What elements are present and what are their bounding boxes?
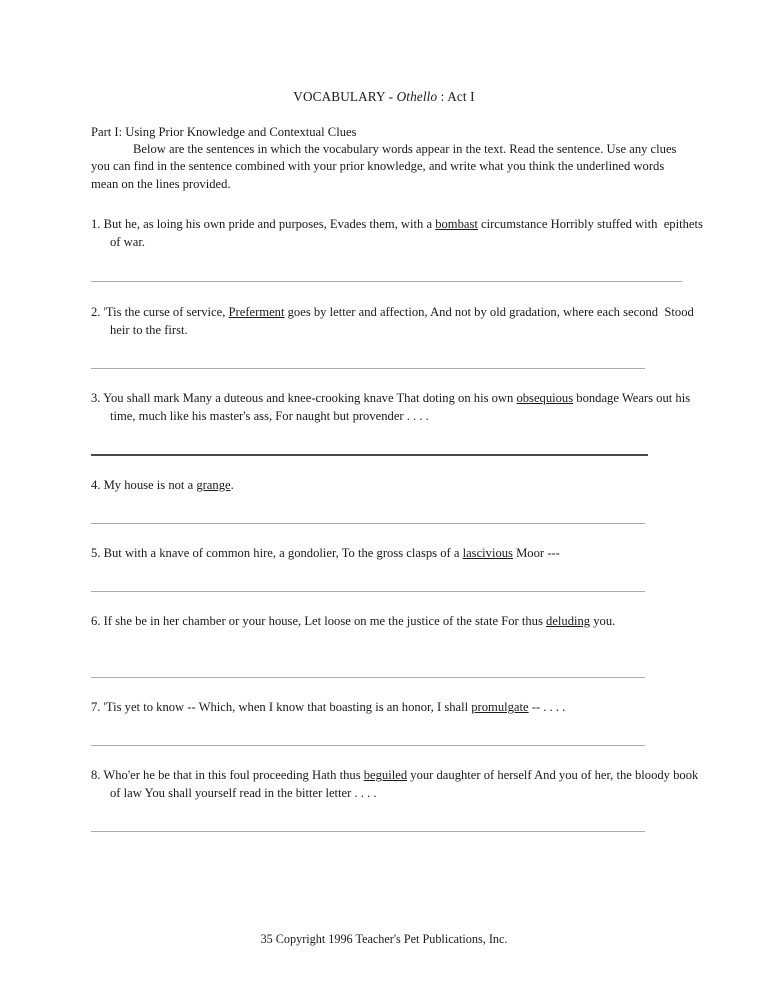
vocabulary-word-obsequious: obsequious [516, 391, 574, 405]
question-text-after: . [230, 478, 234, 492]
answer-line-2[interactable] [91, 368, 645, 369]
question-number: 8. [91, 768, 101, 782]
page-title-work: Othello [396, 89, 438, 104]
question-text-after: Moor --- [512, 546, 560, 560]
vocabulary-word-bombast: bombast [435, 217, 478, 231]
question-text-before: But he, as loing his own pride and purposes, Evades them, with a [100, 217, 436, 231]
answer-line-1[interactable] [91, 281, 682, 282]
instructions-block [91, 124, 683, 193]
question-text-before: 'Tis the curse of service, [100, 305, 229, 319]
question-item-6 [91, 613, 710, 631]
question-text-after: circumstance Horribly stuffed with epithets of war. [110, 217, 707, 249]
vocabulary-word-preferment: Preferment [228, 305, 285, 319]
answer-line-8[interactable] [91, 831, 645, 832]
question-number: 2. [91, 305, 101, 319]
question-text-before: If she be in her chamber or your house, Let loose on me the justice of the state For thus [100, 614, 547, 628]
page-title-suffix: : Act I [437, 89, 475, 104]
question-text-before: Who'er he be that in this foul proceeding Hath thus [100, 768, 364, 782]
answer-line-6[interactable] [91, 677, 645, 678]
question-text-after: -- . . . . [528, 700, 566, 714]
vocabulary-word-grange: grange [196, 478, 231, 492]
question-text-after: bondage Wears out his time, much like his master's ass, For naught but provender . . . . [110, 391, 694, 423]
question-item-3 [91, 390, 710, 425]
question-item-8 [91, 767, 710, 802]
question-text-after: your daughter of herself And you of her, the bloody book of law You shall yourself read in the bitter letter . . . . [110, 768, 702, 800]
answer-line-5[interactable] [91, 591, 645, 592]
question-item-1 [91, 216, 710, 251]
vocabulary-word-beguiled: beguiled [363, 768, 408, 782]
question-text-after: you. [590, 614, 616, 628]
vocabulary-word-deluding: deluding [546, 614, 591, 628]
answer-line-4[interactable] [91, 523, 645, 524]
question-text-before: But with a knave of common hire, a gondolier, To the gross clasps of a [100, 546, 463, 560]
question-item-7 [91, 699, 710, 717]
question-number: 1. [91, 217, 101, 231]
question-text-after: goes by letter and affection, And not by old gradation, where each second Stood heir to the first. [110, 305, 697, 337]
vocabulary-word-promulgate: promulgate [471, 700, 529, 714]
question-text-before: You shall mark Many a duteous and knee-crooking knave That doting on his own [100, 391, 517, 405]
question-number: 7. [91, 700, 101, 714]
question-text-before: My house is not a [100, 478, 197, 492]
question-text-before: 'Tis yet to know -- Which, when I know that boasting is an honor, I shall [100, 700, 472, 714]
part-heading: Part I: Using Prior Knowledge and Contextual Clues [91, 125, 357, 139]
question-number: 4. [91, 478, 101, 492]
question-number: 5. [91, 546, 101, 560]
question-item-2 [91, 304, 710, 339]
answer-line-7[interactable] [91, 745, 645, 746]
question-number: 6. [91, 614, 101, 628]
page-footer: 35 Copyright 1996 Teacher's Pet Publications, Inc. [260, 932, 508, 946]
answer-line-3[interactable] [91, 454, 648, 456]
question-item-4 [91, 477, 710, 495]
vocabulary-word-lascivious: lascivious [462, 546, 513, 560]
page-title-prefix: VOCABULARY - [293, 89, 397, 104]
question-number: 3. [91, 391, 101, 405]
instructions-paragraph: Below are the sentences in which the vocabulary words appear in the text. Read the sentence. Use any clues you can find in the sentence combined with your prior knowledge, and write what you think the underlined words mean on the lines provided. [91, 142, 680, 191]
page-title [0, 89, 768, 105]
question-item-5 [91, 545, 710, 563]
